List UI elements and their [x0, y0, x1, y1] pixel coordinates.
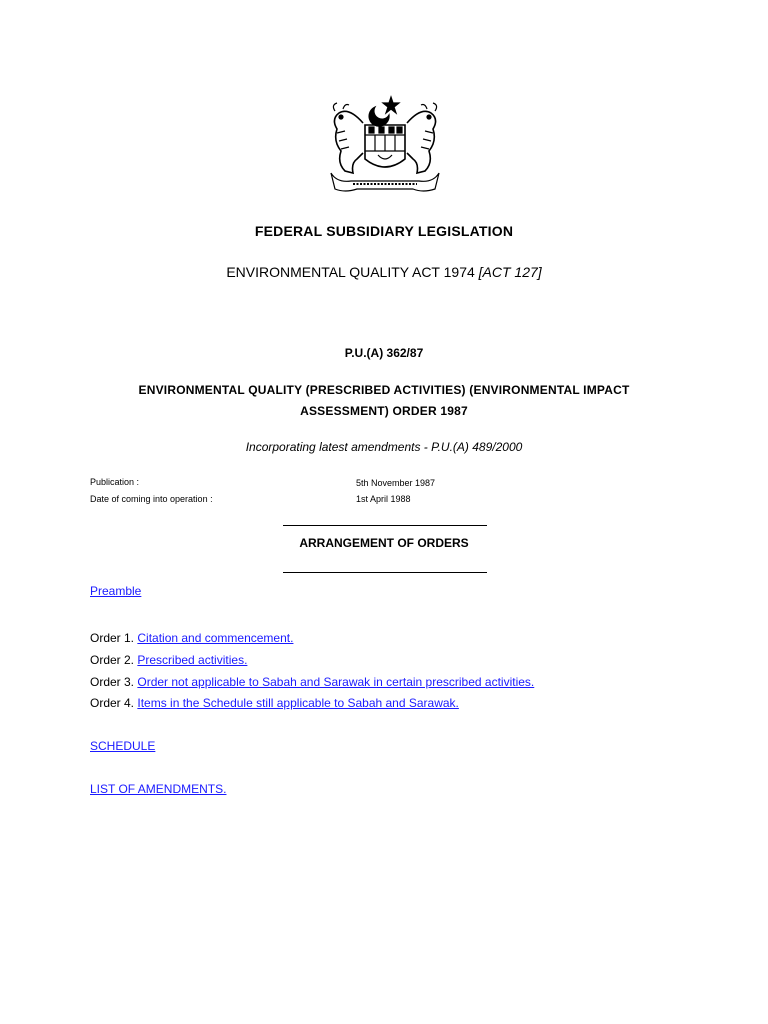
- coat-of-arms-logo: [323, 93, 447, 193]
- toc-order-4: [90, 695, 459, 711]
- order-3-link[interactable]: Order not applicable to Sabah and Sarawak in certain prescribed activities.: [137, 675, 535, 689]
- preamble-link[interactable]: Preamble: [90, 584, 142, 598]
- toc-schedule: [90, 738, 155, 754]
- divider-bottom: [283, 572, 487, 573]
- order-prefix: Order 3.: [90, 675, 135, 689]
- order-1-link[interactable]: Citation and commencement.: [137, 631, 294, 645]
- order-4-link[interactable]: Items in the Schedule still applicable to Sabah and Sarawak.: [137, 696, 459, 710]
- arrangement-heading: ARRANGEMENT OF ORDERS: [299, 536, 469, 550]
- toc-preamble: [90, 583, 141, 599]
- order-title: ENVIRONMENTAL QUALITY (PRESCRIBED ACTIVITIES) (ENVIRONMENTAL IMPACT ASSESSMENT) ORDER 1987: [138, 383, 630, 418]
- operation-value: 1st April 1988: [356, 494, 411, 504]
- act-reference: [ACT 127]: [478, 264, 542, 280]
- toc-order-3: [90, 674, 534, 690]
- order-prefix: Order 2.: [90, 653, 135, 667]
- act-name: ENVIRONMENTAL QUALITY ACT 1974: [226, 264, 475, 280]
- divider-top: [283, 525, 487, 526]
- document-heading: FEDERAL SUBSIDIARY LEGISLATION: [254, 223, 514, 239]
- toc-order-2: [90, 652, 247, 668]
- operation-label: Date of coming into operation :: [90, 494, 213, 504]
- order-prefix: Order 1.: [90, 631, 135, 645]
- order-2-link[interactable]: Prescribed activities.: [137, 653, 248, 667]
- amendment-note: Incorporating latest amendments - P.U.(A) 489/2000: [245, 440, 523, 454]
- amendments-link[interactable]: LIST OF AMENDMENTS.: [90, 782, 227, 796]
- toc-amendments: [90, 781, 226, 797]
- order-prefix: Order 4.: [90, 696, 135, 710]
- pu-number: P.U.(A) 362/87: [344, 346, 424, 360]
- act-title: [0, 264, 768, 280]
- toc-order-1: [90, 630, 293, 646]
- publication-label: Publication :: [90, 477, 140, 487]
- schedule-link[interactable]: SCHEDULE: [90, 739, 156, 753]
- publication-value: 5th November 1987: [356, 478, 436, 488]
